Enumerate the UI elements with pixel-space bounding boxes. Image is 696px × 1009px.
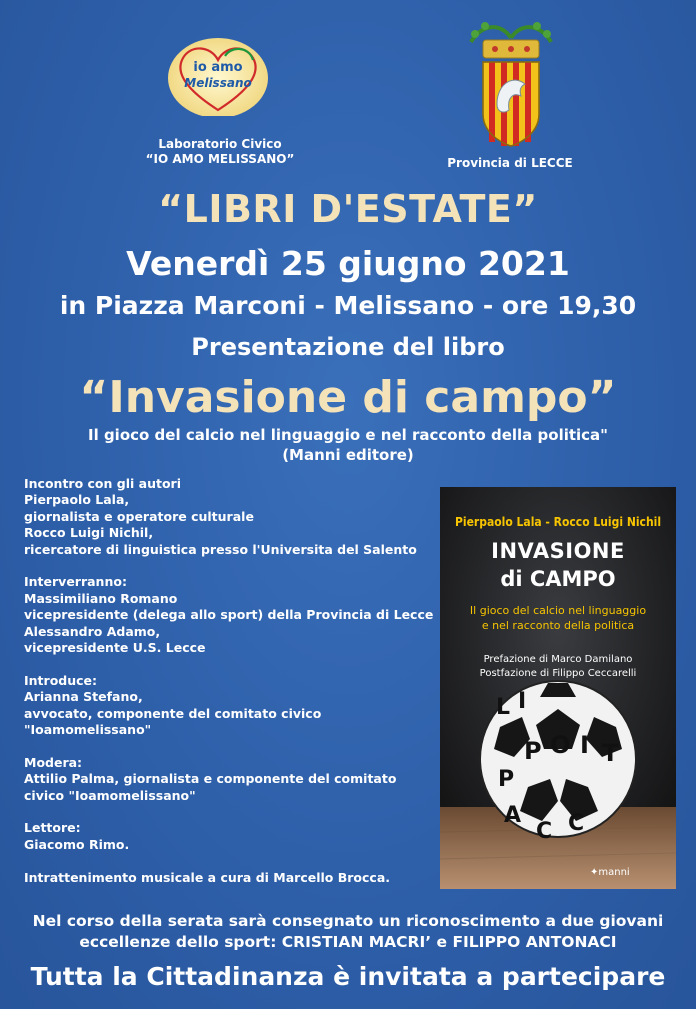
logo-text-melissano: Melissano [184, 76, 252, 90]
publisher-name: manni [598, 867, 630, 878]
event-title: “LIBRI D'ESTATE” [158, 187, 538, 231]
speakers-block [24, 574, 434, 656]
event-venue: in Piazza Marconi - Melissano - ore 19,30 [59, 291, 637, 320]
intro-block [24, 673, 434, 739]
caption-line-1: Laboratorio Civico [158, 137, 282, 151]
ball-letter: P [498, 767, 515, 792]
caption-line-2: “IO AMO MELISSANO” [145, 152, 295, 166]
detail-line: vicepresidente U.S. Lecce [24, 640, 206, 656]
logo-left-caption [110, 137, 330, 167]
detail-line: Alessandro Adamo, [24, 623, 161, 639]
cover-title-line-1: INVASIONE [491, 539, 625, 563]
crest-caption: Provincia di LECCE [447, 156, 573, 170]
ball-letter: C [536, 819, 553, 844]
award-line-1: Nel corso della serata sarà consegnato un riconoscimento a due giovani [32, 912, 664, 930]
publisher-mark-icon: ✦ [590, 867, 599, 878]
logo-text-io-amo: io amo [193, 60, 243, 75]
moderator-block [24, 755, 434, 804]
ball-letter: I [518, 689, 527, 714]
cover-subtitle [440, 603, 676, 633]
invitation-cta: Tutta la Cittadinanza è invitata a partecipare [30, 962, 666, 991]
award-line-2: eccellenze dello sport: CRISTIAN MACRI’ e FILIPPO ANTONACI [79, 933, 617, 951]
detail-line: "Ioamomelissano" [24, 722, 152, 738]
detail-line: Pierpaolo Lala, [24, 492, 130, 508]
music-block [24, 870, 434, 886]
authors-block [24, 476, 434, 558]
detail-line: Attilio Palma, giornalista e componente del comitato [24, 771, 397, 787]
detail-line: avvocato, componente del comitato civico [24, 705, 322, 721]
ball-letter: T [602, 739, 619, 767]
ball-letter: C [568, 811, 585, 836]
detail-line: Giacomo Rimo. [24, 836, 130, 852]
event-date: Venerdì 25 giugno 2021 [126, 244, 570, 283]
book-title: “Invasione di campo” [79, 372, 617, 423]
reader-block [24, 820, 434, 853]
detail-line: Incontro con gli autori [24, 476, 181, 491]
cover-credits [440, 653, 676, 681]
cover-postface: Postfazione di Filippo Ceccarelli [479, 668, 637, 679]
detail-line: Modera: [24, 754, 83, 770]
subtitle-line-2: (Manni editore) [282, 446, 414, 464]
cover-authors: Pierpaolo Lala - Rocco Luigi Nichil [454, 515, 662, 529]
detail-line: Interverranno: [24, 574, 127, 590]
subtitle-line-1: Il gioco del calcio nel linguaggio e nel racconto della politica" [88, 426, 608, 444]
detail-line: ricercatore di linguistica presso l'Universita del Salento [24, 541, 417, 557]
award-notice [0, 911, 696, 953]
detail-line: giornalista e operatore culturale [24, 508, 254, 524]
detail-line: Intrattenimento musicale a cura di Marcello Brocca. [24, 869, 391, 885]
io-amo-melissano-logo [165, 34, 271, 116]
book-subtitle [0, 425, 696, 465]
ball-letter: O [550, 731, 571, 759]
program-details [24, 476, 434, 902]
ball-letter: L [496, 695, 511, 720]
cover-publisher [590, 867, 630, 878]
ball-letter: A [504, 803, 522, 828]
cover-title-line-2: di CAMPO [500, 567, 616, 591]
detail-line: Arianna Stefano, [24, 689, 143, 705]
detail-line: Rocco Luigi Nichil, [24, 525, 154, 541]
detail-line: vicepresidente (delega allo sport) della Provincia di Lecce [24, 607, 434, 623]
book-cover [440, 487, 676, 889]
detail-line: Massimiliano Romano [24, 590, 178, 606]
cover-subtitle-line-1: Il gioco del calcio nel linguaggio [469, 604, 647, 617]
ball-letter: P [524, 737, 542, 765]
cover-subtitle-line-2: e nel racconto della politica [481, 619, 635, 632]
detail-line: Lettore: [24, 820, 81, 836]
presentation-heading: Presentazione del libro [191, 333, 505, 361]
detail-line: civico "Ioamomelissano" [24, 787, 196, 803]
detail-line: Introduce: [24, 672, 98, 688]
cover-preface: Prefazione di Marco Damilano [483, 654, 633, 665]
ball-letter: I [580, 731, 589, 759]
provincia-lecce-crest [463, 14, 559, 148]
